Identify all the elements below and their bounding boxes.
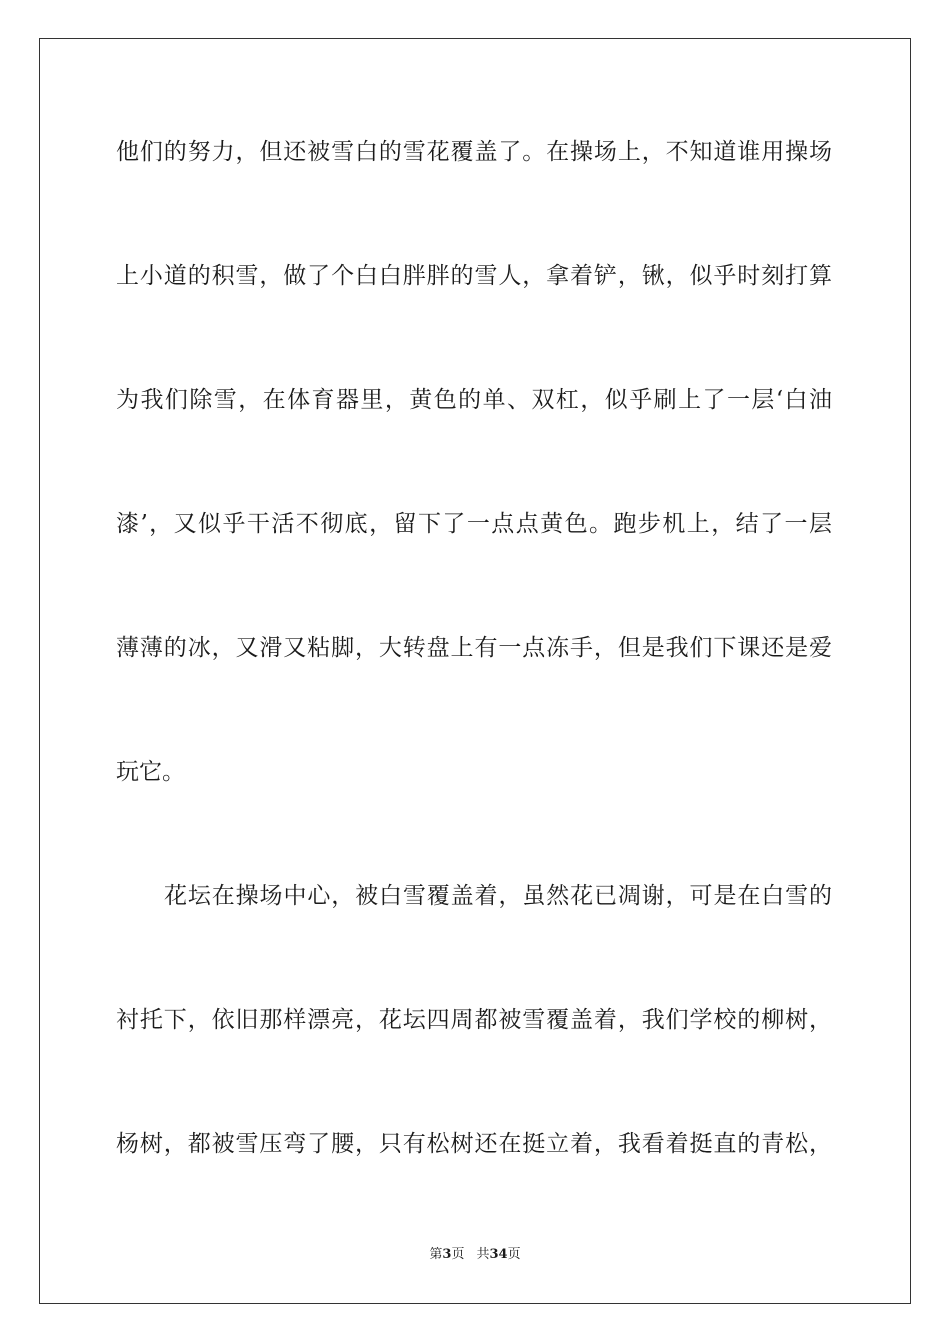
text-line-8: 衬托下，依旧那样漂亮，花坛四周都被雪覆盖着，我们学校的柳树，	[116, 1007, 832, 1033]
total-suffix: 页	[507, 1247, 521, 1262]
page-number: 3	[442, 1247, 452, 1262]
text-line-9: 杨树，都被雪压弯了腰，只有松树还在挺立着，我看着挺直的青松，	[116, 1131, 832, 1157]
page-footer	[0, 1247, 950, 1263]
page-suffix: 页	[451, 1247, 465, 1262]
page-frame	[39, 38, 911, 1304]
text-line-4: 漆’，又似乎干活不彻底，留下了一点点黄色。跑步机上，结了一层	[116, 511, 832, 537]
total-pages: 34	[489, 1247, 508, 1262]
text-line-6: 玩它。	[116, 759, 185, 785]
text-line-1: 他们的努力，但还被雪白的雪花覆盖了。在操场上，不知道谁用操场	[116, 139, 832, 165]
text-line-5: 薄薄的冰，又滑又粘脚，大转盘上有一点冻手，但是我们下课还是爱	[116, 635, 832, 661]
text-line-2: 上小道的积雪，做了个白白胖胖的雪人，拿着铲，锹，似乎时刻打算	[116, 263, 832, 289]
text-line-7: 花坛在操场中心，被白雪覆盖着，虽然花已凋谢，可是在白雪的	[164, 883, 832, 909]
total-prefix: 共	[476, 1247, 490, 1262]
text-line-3: 为我们除雪，在体育器里，黄色的单、双杠，似乎刷上了一层‘白油	[116, 387, 832, 413]
page-prefix: 第	[429, 1247, 443, 1262]
